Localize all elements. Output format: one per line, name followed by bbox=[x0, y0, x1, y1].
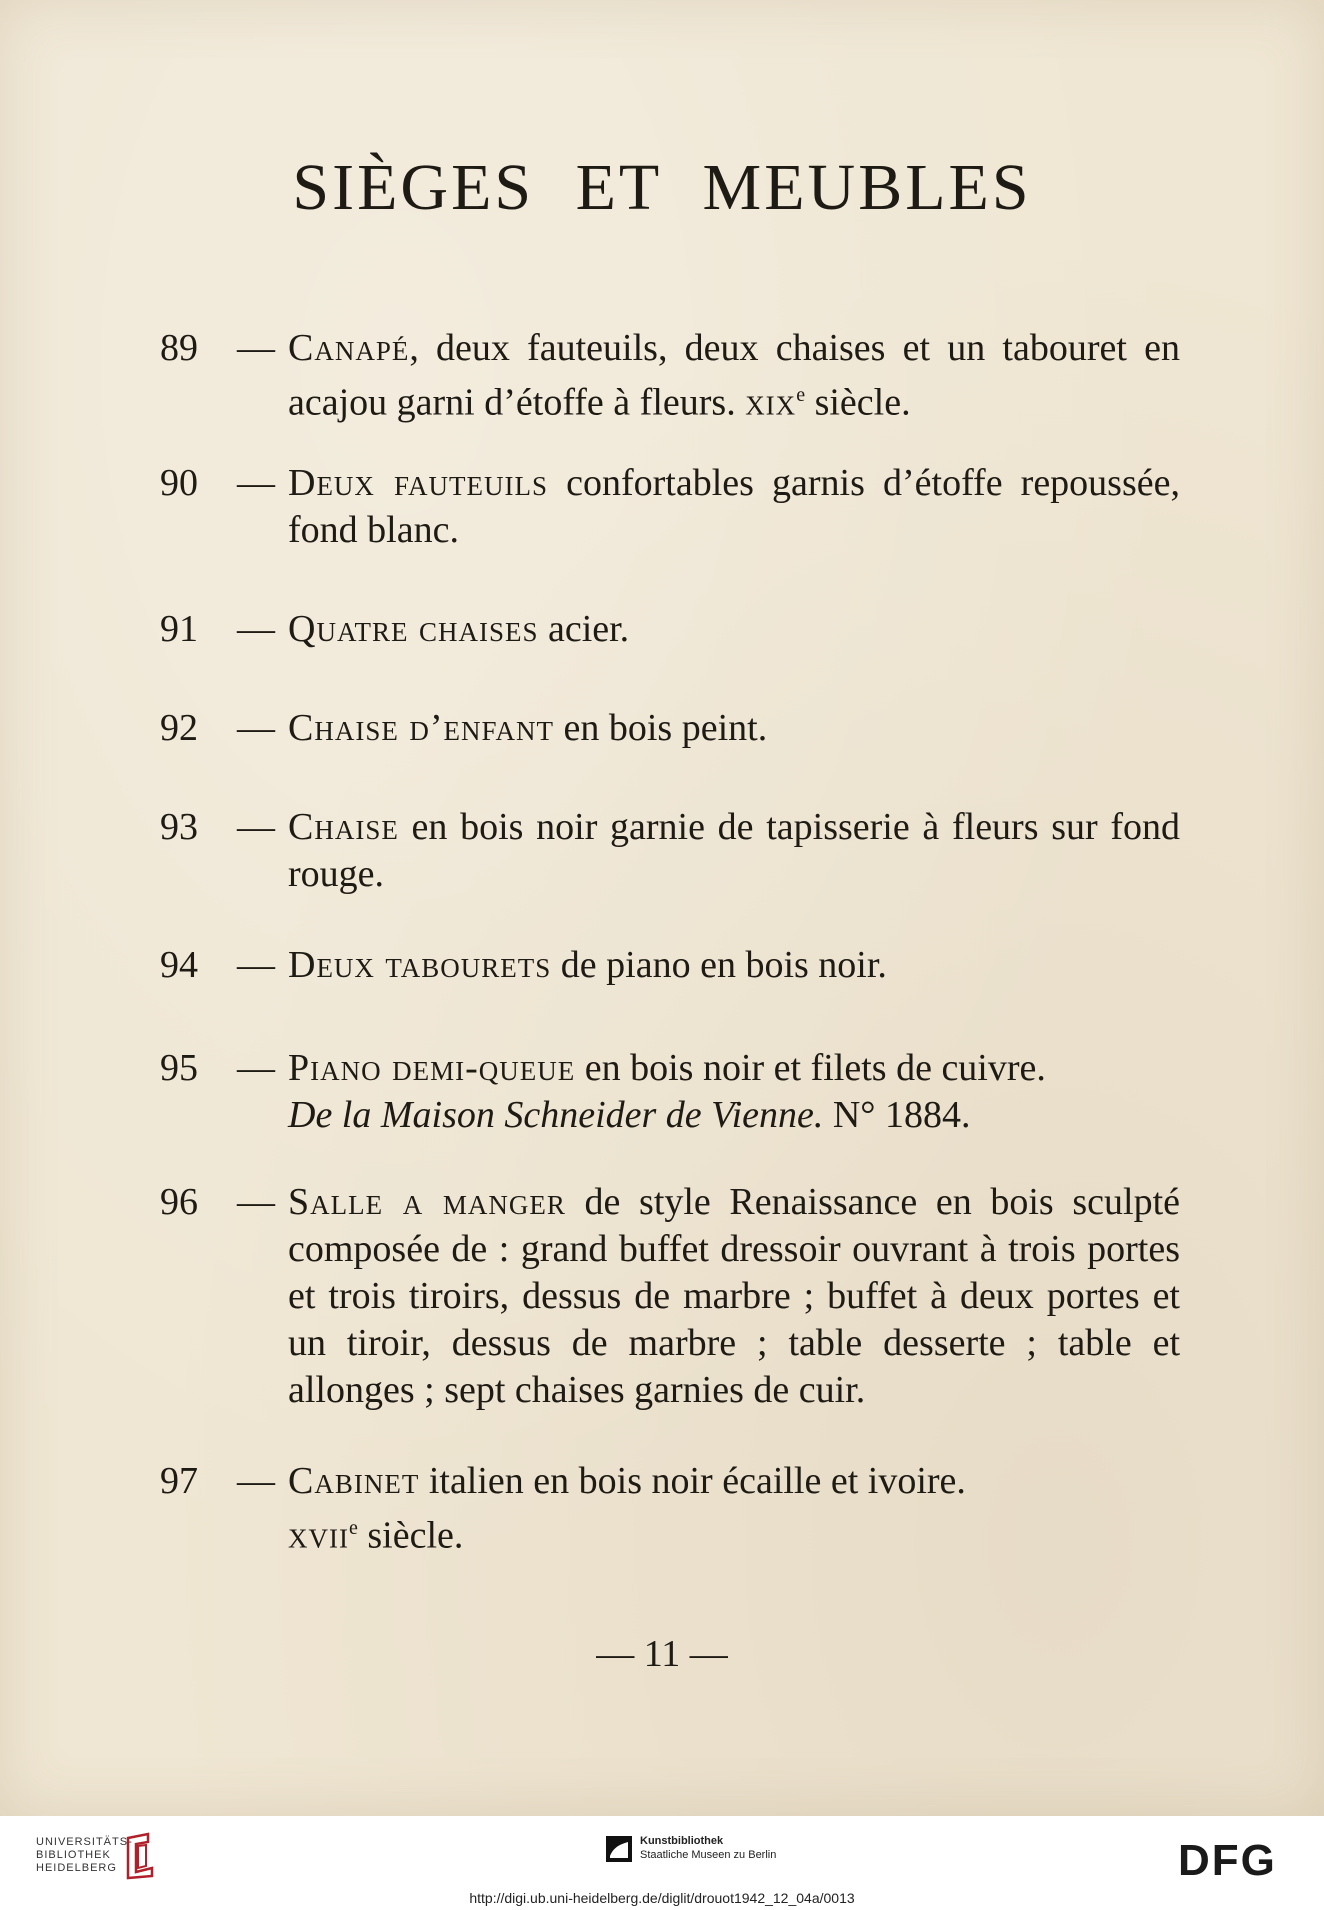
entry-description: en bois noir garnie de tapisserie à fleurs sur fond rouge. bbox=[288, 805, 1180, 895]
university-line-1: UNIVERSITÄTS- bbox=[36, 1836, 133, 1848]
kunstbibliothek-subtitle: Staatliche Museen zu Berlin bbox=[640, 1849, 777, 1861]
entry-century-suffix: e bbox=[796, 384, 806, 406]
entry-number: 95 bbox=[160, 1046, 198, 1089]
entry-description: de style Renaissance en bois sculpté composée de : grand buffet dressoir ouvrant à trois portes et trois tiroirs, dessus de marbre ; buffet à deux portes et un tiroir, dessus de marbre ; table desserte ; table et allonges ; sept chaises garnies de cuir. bbox=[288, 1180, 1180, 1411]
entry-text bbox=[288, 1179, 1180, 1414]
entry-heading: Chaise bbox=[288, 805, 399, 848]
kunstbibliothek-label bbox=[640, 1834, 776, 1862]
entry-dash: — bbox=[237, 1180, 275, 1223]
entry-heading: Piano demi-queue bbox=[288, 1046, 576, 1089]
entry-number: 94 bbox=[160, 943, 198, 986]
page-title: SIÈGES ET MEUBLES bbox=[292, 151, 1032, 224]
entry-heading: Salle a manger bbox=[288, 1180, 566, 1223]
entry-text bbox=[288, 325, 1180, 427]
entry-text bbox=[288, 705, 1180, 752]
entry-text bbox=[288, 460, 1180, 554]
entry-95 bbox=[160, 1045, 1180, 1139]
entry-dash: — bbox=[237, 461, 275, 504]
university-logo-icon bbox=[124, 1832, 158, 1880]
entry-text bbox=[288, 1045, 1180, 1139]
entry-serial: N° 1884. bbox=[823, 1093, 971, 1136]
entry-dash: — bbox=[237, 1459, 275, 1502]
entry-heading: Quatre chaises bbox=[288, 607, 539, 650]
entry-maker: De la Maison Schneider de Vienne. bbox=[288, 1093, 824, 1136]
entry-dash: — bbox=[237, 327, 275, 369]
entry-text bbox=[288, 942, 1180, 989]
entry-89 bbox=[160, 325, 1180, 427]
entry-92 bbox=[160, 705, 1180, 752]
entry-96 bbox=[160, 1179, 1180, 1414]
entry-number: 91 bbox=[160, 607, 198, 650]
entry-dash: — bbox=[237, 706, 275, 749]
dfg-logo: DFG bbox=[1178, 1836, 1277, 1885]
university-library-label bbox=[36, 1836, 133, 1875]
entry-text bbox=[288, 804, 1180, 898]
entry-dash: — bbox=[237, 805, 275, 848]
digitization-footer bbox=[0, 1816, 1324, 1910]
page-number: — 11 — bbox=[596, 1633, 728, 1675]
entry-heading: Deux fauteuils bbox=[288, 461, 549, 504]
entry-description: en bois noir et filets de cuivre. bbox=[575, 1046, 1046, 1089]
entry-dash: — bbox=[237, 1046, 275, 1089]
entry-description: de piano en bois noir. bbox=[551, 943, 887, 986]
entry-number: 92 bbox=[160, 706, 198, 749]
entry-number: 89 bbox=[160, 327, 198, 369]
entry-description: confortables garnis d’étoffe repoussée, fond blanc. bbox=[288, 461, 1180, 551]
entry-number: 97 bbox=[160, 1459, 198, 1502]
entry-description: , deux fauteuils, deux chaises et un tabouret en acajou garni d’étoffe à fleurs. bbox=[288, 327, 1180, 424]
entry-94 bbox=[160, 942, 1180, 989]
entry-number: 96 bbox=[160, 1180, 198, 1223]
entry-91 bbox=[160, 606, 1180, 653]
entry-heading: Canapé bbox=[288, 327, 410, 369]
source-url-link[interactable]: http://digi.ub.uni-heidelberg.de/diglit/drouot1942_12_04a/0013 bbox=[469, 1890, 855, 1906]
entry-description: acier. bbox=[538, 607, 630, 650]
entry-description-tail: siècle. bbox=[805, 381, 911, 424]
kunstbibliothek-name: Kunstbibliothek bbox=[640, 1835, 724, 1847]
entry-century-suffix: e bbox=[348, 1516, 358, 1539]
entry-description-tail: siècle. bbox=[357, 1514, 464, 1557]
entry-dash: — bbox=[237, 607, 275, 650]
kunstbibliothek-logo-icon bbox=[604, 1834, 634, 1864]
university-line-2: BIBLIOTHEK bbox=[36, 1849, 111, 1861]
entry-text bbox=[288, 606, 1180, 653]
university-line-3: HEIDELBERG bbox=[36, 1862, 117, 1874]
entry-description: italien en bois noir écaille et ivoire. bbox=[419, 1459, 966, 1502]
entry-text bbox=[288, 1458, 1180, 1560]
entry-97 bbox=[160, 1458, 1180, 1560]
entry-90 bbox=[160, 460, 1180, 554]
entry-number: 90 bbox=[160, 461, 198, 504]
entry-number: 93 bbox=[160, 805, 198, 848]
entry-description: en bois peint. bbox=[554, 706, 768, 749]
entry-heading: Chaise d’enfant bbox=[288, 706, 554, 749]
entry-century: xix bbox=[745, 381, 797, 424]
entry-list bbox=[160, 325, 1180, 1559]
entry-93 bbox=[160, 804, 1180, 898]
entry-dash: — bbox=[237, 943, 275, 986]
entry-century: xvii bbox=[288, 1514, 349, 1557]
entry-heading: Cabinet bbox=[288, 1459, 420, 1502]
entry-heading: Deux tabourets bbox=[288, 943, 552, 986]
